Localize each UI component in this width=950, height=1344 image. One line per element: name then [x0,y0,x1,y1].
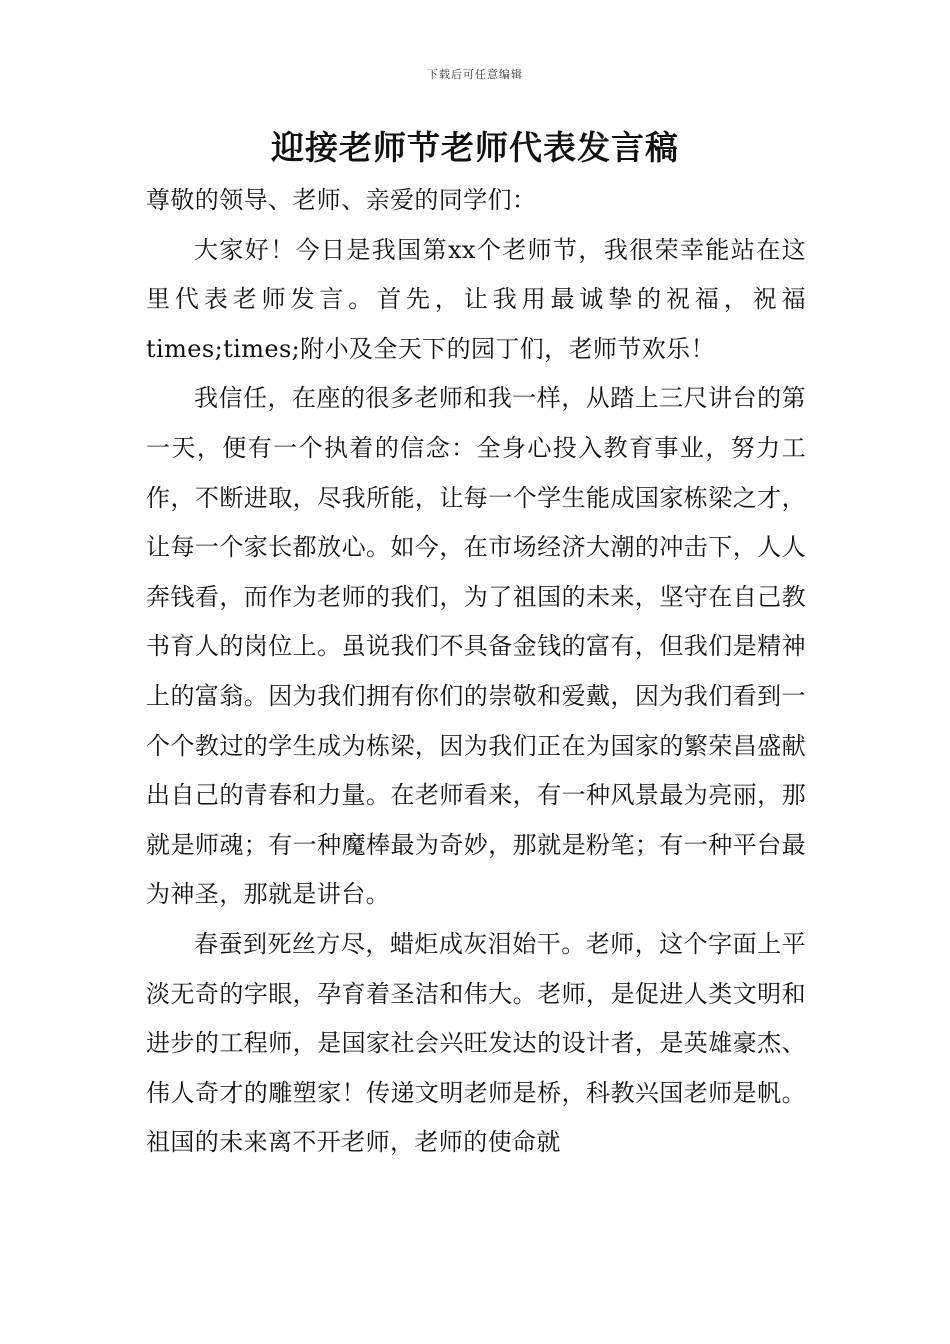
document-body [146,176,806,1168]
paragraph-1: 大家好！今日是我国第xx个老师节，我很荣幸能站在这里代表老师发言。首先，让我用最诚挚的祝福，祝福times;times;附小及全天下的园丁们，老师节欢乐！ [146,235,806,363]
header-note: 下载后可任意编辑 [427,68,523,81]
paragraph-2: 我信任，在座的很多老师和我一样，从踏上三尺讲台的第一天，便有一个执着的信念：全身心投入教育事业，努力工作，不断进取，尽我所能，让每一个学生能成国家栋梁之才，让每一个家长都放心。如今，在市场经济大潮的冲击下，人人奔钱看，而作为老师的我们，为了祖国的未来，坚守在自己教书育人的岗位上。虽说我们不具备金钱的富有，但我们是精神上的富翁。因为我们拥有你们的崇敬和爱戴，因为我们看到一个个教过的学生成为栋梁，因为我们正在为国家的繁荣昌盛献出自己的青春和力量。在老师看来，有一种风景最为亮丽，那就是师魂；有一种魔棒最为奇妙，那就是粉笔；有一种平台最为神圣，那就是讲台。 [146,384,806,909]
paragraph-3: 春蚕到死丝方尽，蜡炬成灰泪始干。老师，这个字面上平淡无奇的字眼，孕育着圣洁和伟大。老师，是促进人类文明和进步的工程师，是国家社会兴旺发达的设计者，是英雄豪杰、伟人奇才的雕塑家！传递文明老师是桥，科教兴国老师是帆。祖国的未来离不开老师，老师的使命就 [146,929,806,1157]
salutation: 尊敬的领导、老师、亲爱的同学们： [146,186,537,214]
document-title: 迎接老师节老师代表发言稿 [271,128,679,167]
